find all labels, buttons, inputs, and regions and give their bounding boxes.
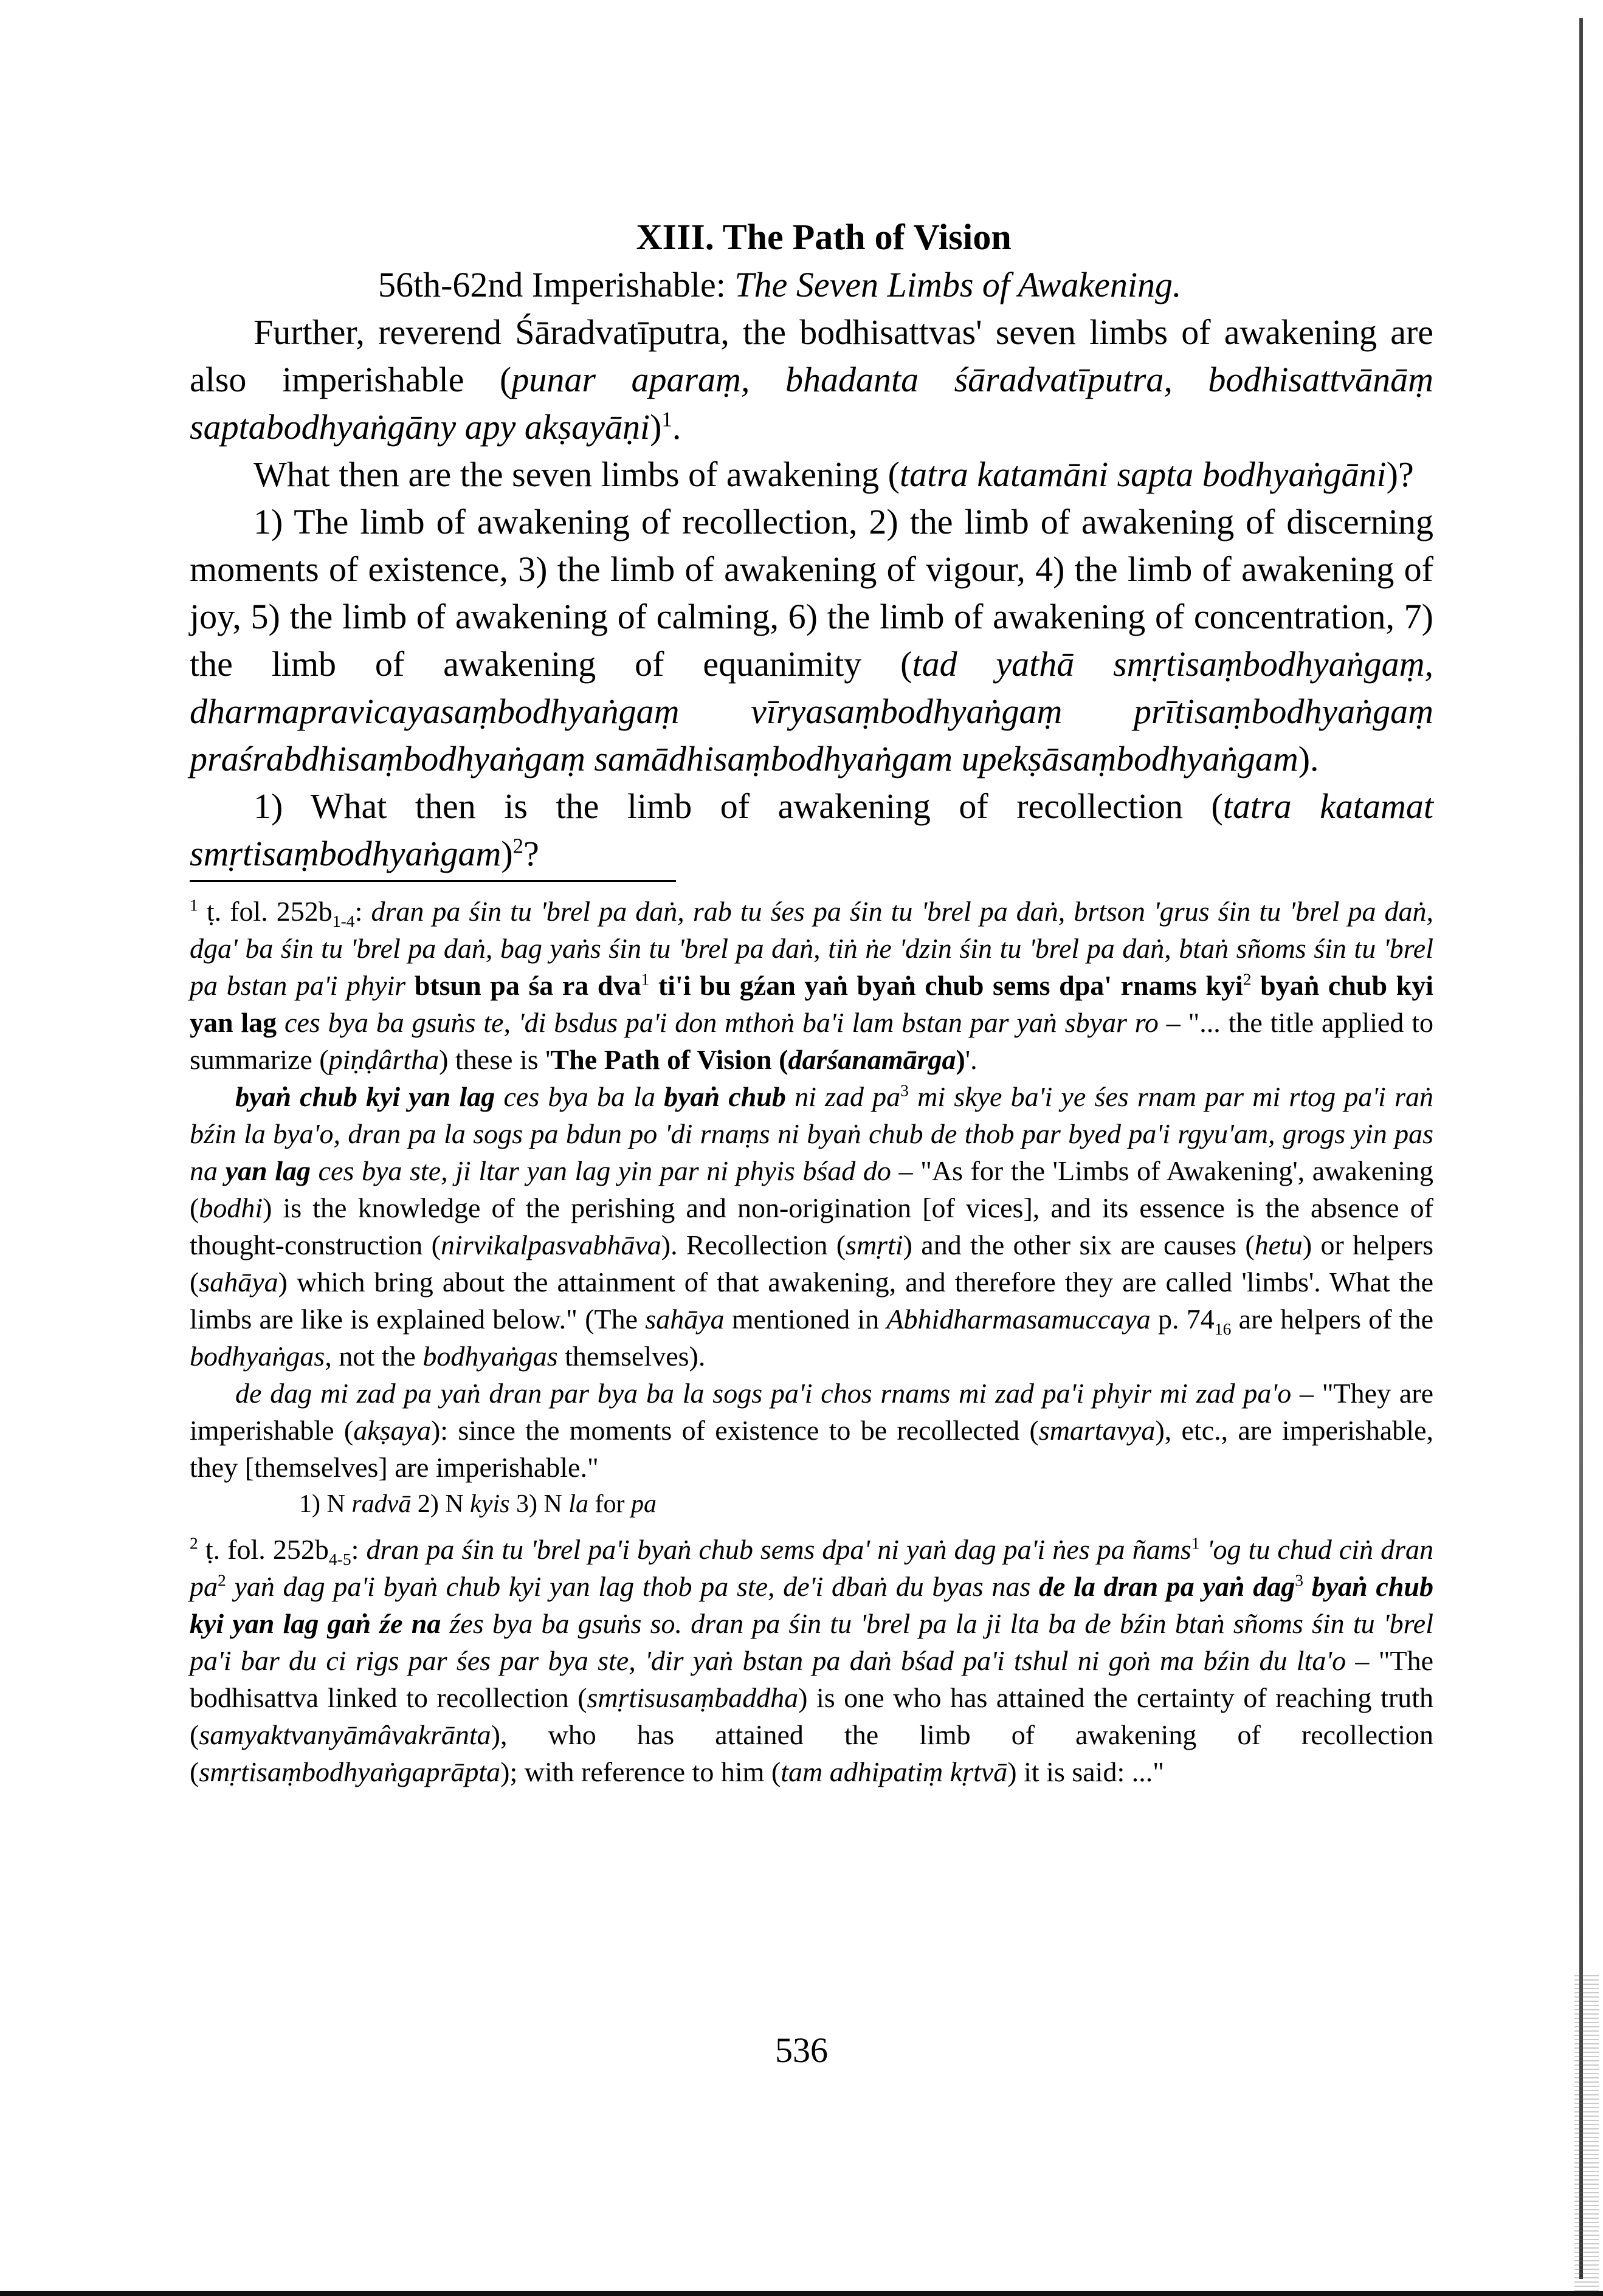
paragraph-intro: Further, reverend Śāradvatīputra, the bodhisattvas' seven limbs of awakening are also imperishable (punar aparaṃ, bhadanta śāradvatīputra, bodhisattvānāṃ saptabodhyaṅgāny apy akṣayāṇi)$^1$. bbox=[190, 312, 1433, 447]
footnote-2: $^2$ ṭ. fol. $252b_{4-5}$: dran pa śin tu 'brel pa'i byaṅ chub sems dpa' ni yaṅ dag pa'i ṅes pa ñams$^1$ 'og tu chud ciṅ dran $pa^2$ yaṅ dag pa'i byaṅ chub kyi yan lag thob pa ste, de'i dbaṅ du byas nas de la dran pa yaṅ dag$^3$ byaṅ chub kyi yan lag gaṅ źe na źes bya ba gsuṅs so. dran pa śin tu 'brel pa la ji lta ba de bźin btaṅ sñoms śin tu 'brel pa'i bar du ci rigs par śes par bya ste, 'dir yaṅ bstan pa daṅ bśad pa'i tshul ni goṅ ma bźin du lta'o – "The bodhisattva linked to recollection (smṛtisusaṃbaddha) is one who has attained the certainty of reaching truth (samyaktvanyāmâvakrānta), who has attained the limb of awakening of recollection (smṛtisaṃbodhyaṅgaprāpta); with reference to him (tam adhipatiṃ kṛtvā) it is said: ..." bbox=[190, 1533, 1434, 1787]
subtitle-italic: The Seven Limbs of Awakening. bbox=[734, 265, 1182, 304]
paragraph-recollection: 1) What then is the limb of awakening of recollection (tatra katamat smṛtisaṃbodhyaṅgam)$^2$? bbox=[190, 786, 1433, 873]
page-content bbox=[190, 213, 1433, 1790]
paragraph-question: What then are the seven limbs of awakening (tatra katamāni sapta bodhyaṅgāni)? bbox=[253, 455, 1414, 494]
footnotes bbox=[190, 893, 1433, 1790]
scan-edge-shadow bbox=[1579, 18, 1583, 2279]
footnote-number: 2 bbox=[190, 1533, 198, 1553]
page-number: 536 bbox=[775, 2030, 828, 2070]
paragraph-seven-limbs: 1) The limb of awakening of recollection, 2) the limb of awakening of discerning moments of existence, 3) the limb of awakening of vigour, 4) the limb of awakening of joy, 5) the limb of awakening of calming, 6) the limb of awakening of concentration, 7) the limb of awakening of equanimity (tad yathā smṛtisaṃbodhyaṅgaṃ, dharmapravicayasaṃbodhyaṅgaṃ vīryasaṃbodhyaṅgaṃ prītisaṃbodhyaṅgaṃ praśrabdhisaṃbodhyaṅgaṃ samādhisaṃbodhyaṅgam upekṣāsaṃbodhyaṅgam). bbox=[190, 502, 1433, 779]
footnote-1: $^1$ ṭ. fol. $252b_{1-4}$: dran pa śin tu 'brel pa daṅ, rab tu śes pa śin tu 'brel pa daṅ, brtson 'grus śin tu 'brel pa daṅ, dga' ba śin tu 'brel pa daṅ, bag yaṅs śin tu 'brel pa daṅ, tiṅ ṅe 'dzin śin tu 'brel pa daṅ, btaṅ sñoms śin tu 'brel pa bstan pa'i phyir btsun pa śa ra dva$^1$ ti'i bu gźan yaṅ byaṅ chub sems dpa' rnams kyi$^2$ byaṅ chub kyi yan lag ces bya ba gsuṅs te, 'di bsdus pa'i don mthoṅ ba'i lam bstan par yaṅ sbyar ro – "... the title applied to summarize (piṇḍârtha) these is 'The Path of Vision (darśanamārga)'. bbox=[190, 895, 1434, 1075]
footnote-1-imperishable: de dag mi zad pa yaṅ dran par bya ba la sogs pa'i chos rnams mi zad pa'i phyir mi zad pa'o – "They are imperishable (akṣaya): since the moments of existence to be recollected (smartavya), etc., are imperishable, they [themselves] are imperishable." bbox=[190, 1378, 1434, 1483]
scan-bottom-edge bbox=[0, 2291, 1603, 2296]
footnote-ref[interactable]: 1 bbox=[661, 407, 672, 431]
main-text bbox=[190, 309, 1433, 878]
footnote-1-variant-readings: 1) N radvā 2) N kyis 3) N la for pa bbox=[299, 1490, 657, 1518]
chapter-subtitle bbox=[190, 261, 1433, 309]
chapter-title: XIII. The Path of Vision bbox=[636, 217, 1012, 257]
subtitle-label: 56th-62nd Imperishable: bbox=[378, 265, 735, 304]
footnote-number: 1 bbox=[190, 895, 198, 915]
footnote-1-commentary: byaṅ chub kyi yan lag ces bya ba la byaṅ chub ni zad $pa^3$ mi skye ba'i ye śes rnam par mi rtog pa'i raṅ bźin la bya'o, dran pa la sogs pa bdun po 'di rnaṃs ni byaṅ chub de thob par byed pa'i rgyu'am, grogs yin pas na yan lag ces bya ste, ji ltar yan lag yin par ni phyis bśad do – "As for the 'Limbs of Awakening', awakening (bodhi) is the knowledge of the perishing and non-origination [of vices], and its essence is the absence of thought-construction (nirvikalpasvabhāva). Recollection (smṛti) and the other six are causes (hetu) or helpers (sahāya) which bring about the attainment of that awakening, and therefore they are called 'limbs'. What the limbs are like is explained below." (The sahāya mentioned in Abhidharmasamuccaya p. $74_{16}$ are helpers of the bodhyaṅgas, not the bodhyaṅgas themselves). bbox=[190, 1081, 1434, 1372]
scan-edge-noise bbox=[1574, 1975, 1599, 2291]
footnote-divider bbox=[190, 880, 676, 882]
footnote-ref[interactable]: 2 bbox=[512, 834, 524, 858]
